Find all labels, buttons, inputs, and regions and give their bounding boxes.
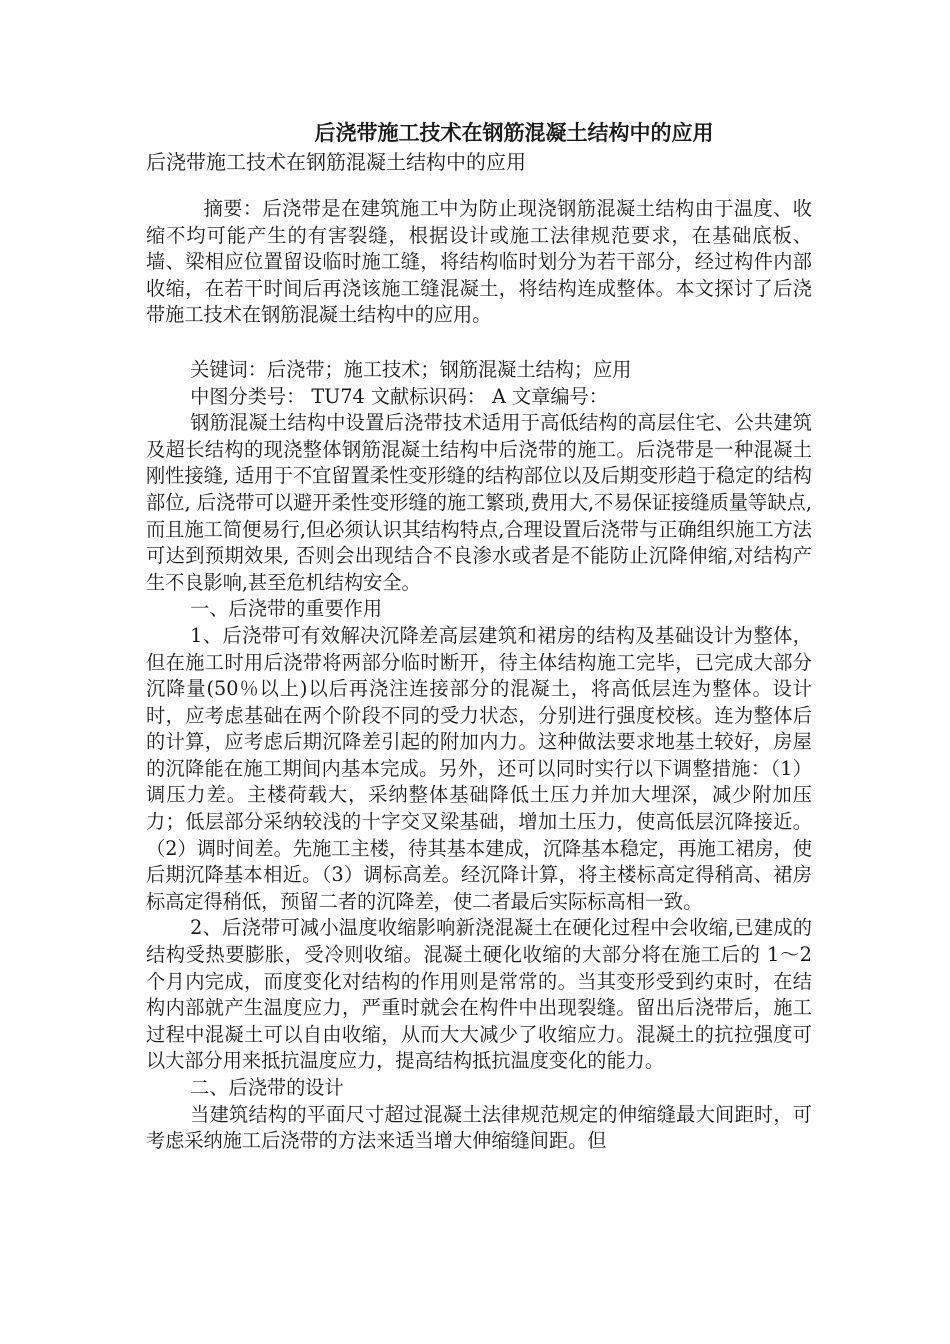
classification-line: 中图分类号： TU74 文献标识码： A 文章编号：: [190, 384, 608, 408]
section-2-paragraph-1: 当建筑结构的平面尺寸超过混凝土法律规范规定的伸缩缝最大间距时，可考虑采纳施工后浇带的方法来适当增大伸缩缝间距。但: [146, 1102, 812, 1153]
section-2-heading: 二、后浇带的设计: [190, 1076, 344, 1099]
spacer: [146, 329, 812, 357]
abstract-paragraph: 摘要：后浇带是在建筑施工中为防止现浇钢筋混凝土结构由于温度、收缩不均可能产生的有害裂缝，根据设计或施工法律规范要求，在基础底板、墙、梁相应位置留设临时施工缝，将结构临时划分为若干部分，经过构件内部收缩，在若干时间后再浇该施工缝混凝土，将结构连成整体。本文探讨了后浇带施工技术在钢筋混凝土结构中的应用。: [146, 197, 812, 327]
document-title: 后浇带施工技术在钢筋混凝土结构中的应用: [314, 120, 714, 145]
document-page: [146, 118, 812, 1155]
section-1-heading: 一、后浇带的重要作用: [190, 597, 383, 621]
spacer: [146, 176, 812, 196]
document-subtitle: 后浇带施工技术在钢筋混凝土结构中的应用: [146, 150, 526, 174]
section-1-paragraph-1: 1、后浇带可有效解决沉降差高层建筑和裙房的结构及基础设计为整体，但在施工时用后浇带将两部分临时断开，待主体结构施工完毕，已完成大部分沉降量(50％以上)以后再浇注连接部分的混凝土，将高低层连为整体。设计时，应考虑基础在两个阶段不同的受力状态，分别进行强度校核。连为整体后的计算，应考虑后期沉降差引起的附加内力。这种做法要求地基土较好，房屋的沉降能在施工期间内基本完成。另外，还可以同时实行以下调整措施：（1）调压力差。主楼荷载大，采纳整体基础降低土压力并加大埋深，减少附加压力；低层部分采纳较浅的十字交叉梁基础，增加土压力，使高低层沉降接近。（2）调时间差。先施工主楼，待其基本建成，沉降基本稳定，再施工裙房，使后期沉降基本相近。（3）调标高差。经沉降计算，将主楼标高定得稍高、裙房标高定得稍低，预留二者的沉降差，使二者最后实际标高相一致。: [146, 623, 812, 913]
section-1-paragraph-2: 2、后浇带可减小温度收缩影响新浇混凝土在硬化过程中会收缩,已建成的结构受热要膨胀，受冷则收缩。混凝土硬化收缩的大部分将在施工后的 1～2 个月内完成，而度变化对结构的作用则是常常的。当其变形受到约束时，在结构内部就产生温度应力，严重时就会在构件中出现裂缝。留出后浇带后，施工过程中混凝土可以自由收缩，从而大大减少了收缩应力。混凝土的抗拉强度可以大部分用来抵抗温度应力，提高结构抵抗温度变化的能力。: [146, 916, 812, 1073]
intro-paragraph: 钢筋混凝土结构中设置后浇带技术适用于高低结构的高层住宅、公共建筑及超长结构的现浇整体钢筋混凝土结构中后浇带的施工。后浇带是一种混凝土刚性接缝, 适用于不宜留置柔性变形缝的结构部位以及后期变形趋于稳定的结构部位, 后浇带可以避开柔性变形缝的施工繁琐,费用大,不易保证接缝质量等缺点,而且施工简便易行,但必须认识其结构特点,合理设置后浇带与正确组织施工方法可达到预期效果, 否则会出现结合不良渗水或者是不能防止沉降伸缩,对结构产生不良影响,甚至危机结构安全。: [146, 411, 812, 594]
keywords-line: 关键词：后浇带；施工技术；钢筋混凝土结构；应用: [190, 357, 632, 381]
